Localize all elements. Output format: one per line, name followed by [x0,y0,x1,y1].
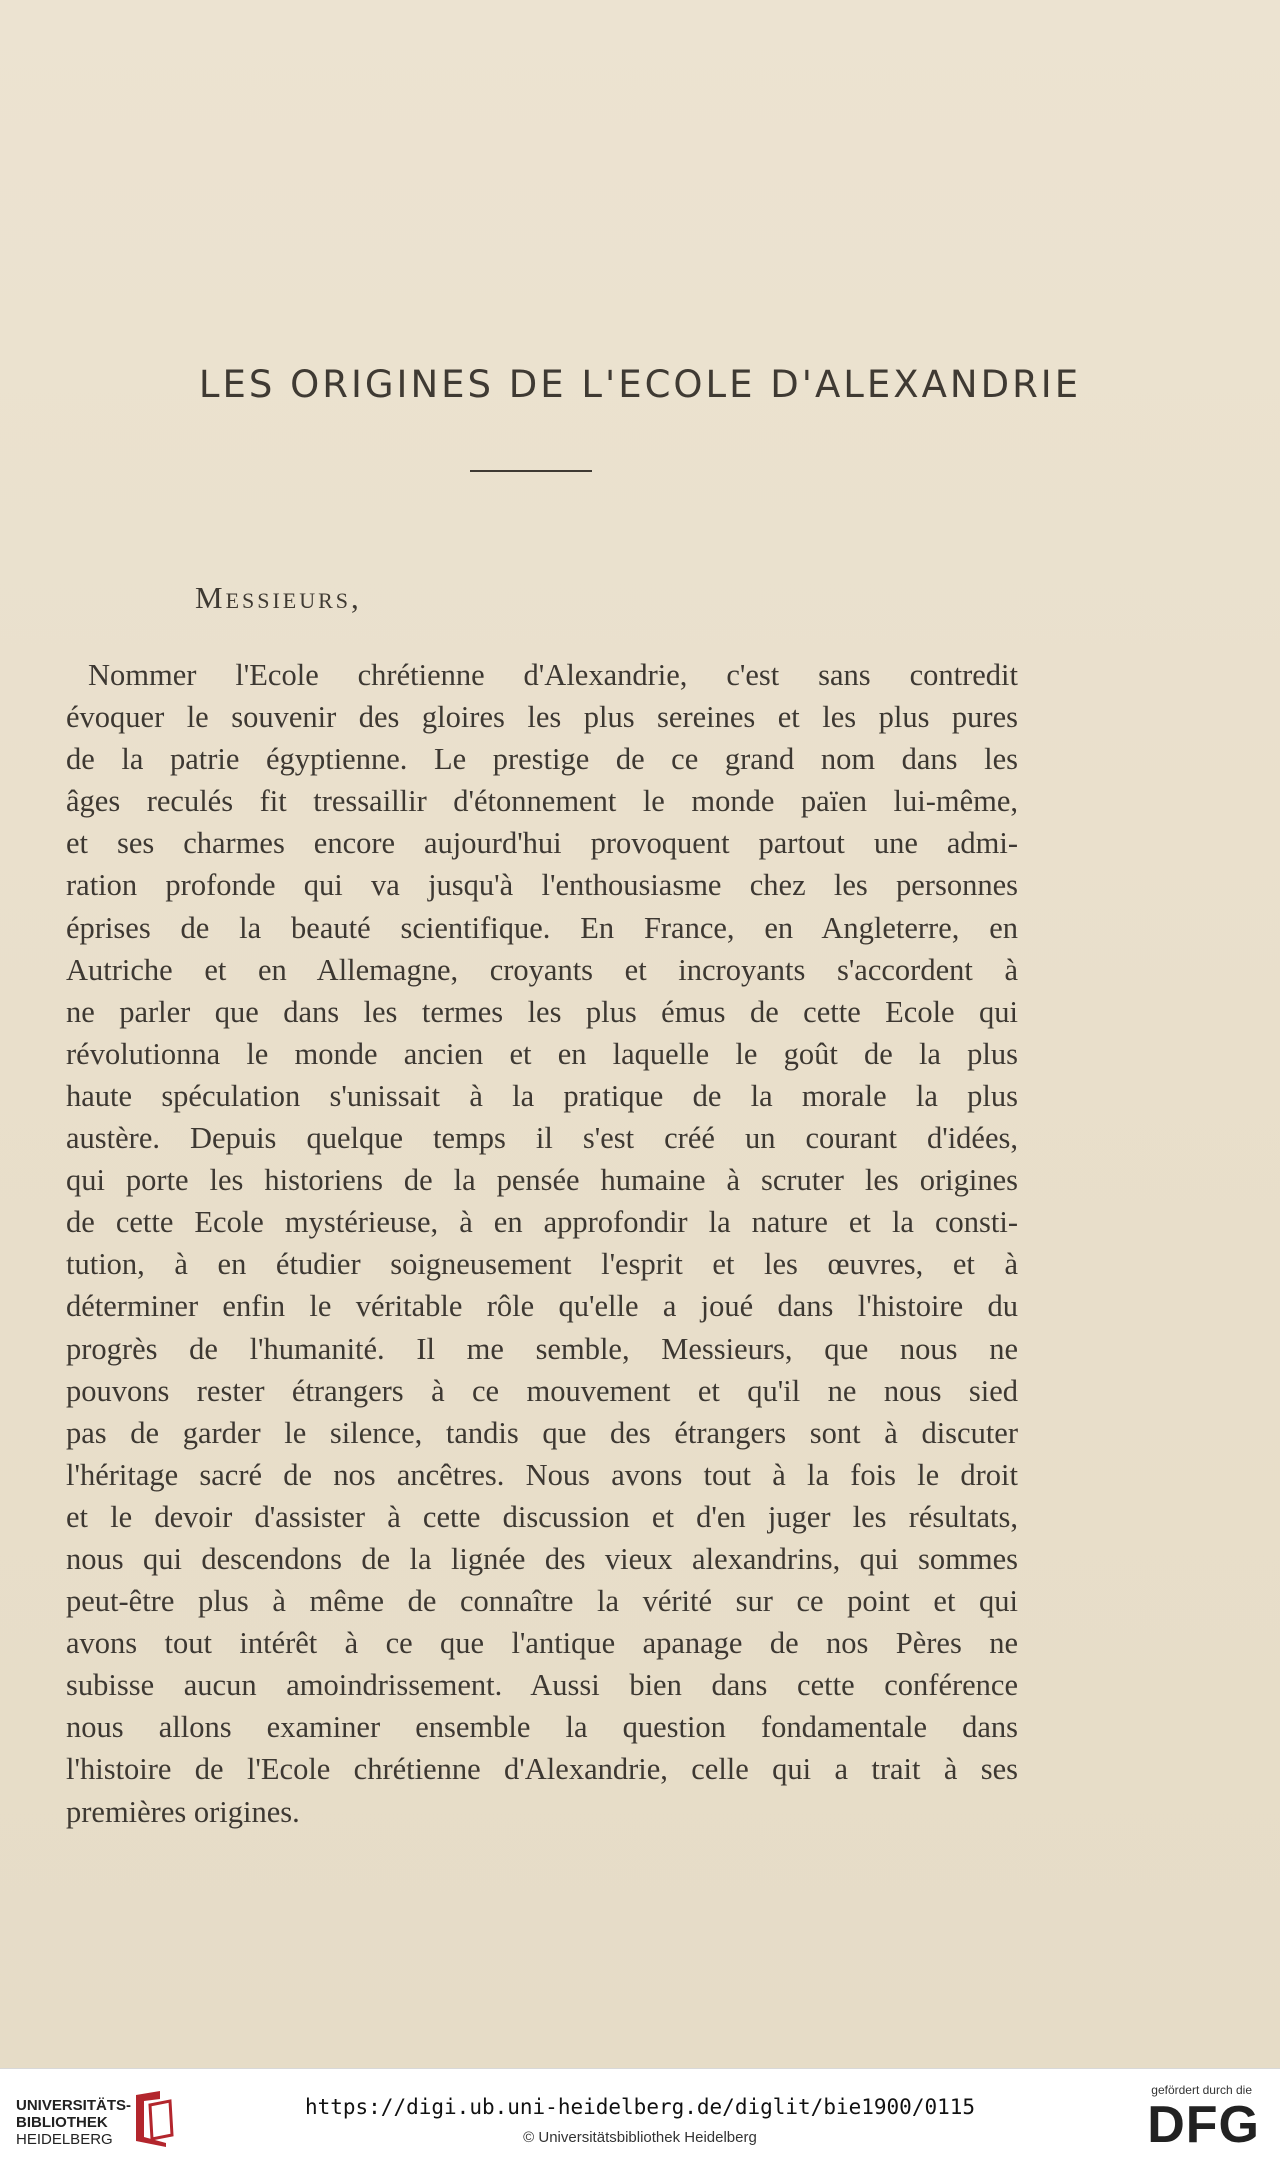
paragraph-line: nous allons examiner ensemble la question fondamentale dans [66,1710,1018,1745]
paragraph-line: pas de garder le silence, tandis que des étrangers sont à discuter [66,1415,1018,1450]
paragraph-line: subisse aucun amoindrissement. Aussi bien dans cette conférence [66,1668,1018,1703]
paragraph-line: progrès de l'humanité. Il me semble, Messieurs, que nous ne [66,1331,1018,1366]
paragraph-line: âges reculés fit tressaillir d'étonnement le monde païen lui-même, [66,784,1018,819]
paragraph-line: et ses charmes encore aujourd'hui provoquent partout une admi- [66,826,1018,861]
paragraph-line: Nommer l'Ecole chrétienne d'Alexandrie, c'est sans contredit [88,658,1018,692]
funding-caption: gefördert durch die [1151,2083,1252,2097]
paragraph-line: de la patrie égyptienne. Le prestige de ce grand nom dans les [66,742,1018,777]
paragraph-line: Autriche et en Allemagne, croyants et incroyants s'accordent à [66,952,1018,987]
paragraph-line: éprises de la beauté scientifique. En France, en Angleterre, en [66,910,1018,945]
paragraph-line: qui porte les historiens de la pensée humaine à scruter les origines [66,1163,1018,1198]
paragraph-line: ne parler que dans les termes les plus émus de cette Ecole qui [66,994,1018,1029]
paragraph-line: révolutionna le monde ancien et en laquelle le goût de la plus [66,1036,1018,1071]
paragraph-line: l'histoire de l'Ecole chrétienne d'Alexandrie, celle qui a trait à ses [66,1752,1018,1787]
page-title: LES ORIGINES DE L'ECOLE D'ALEXANDRIE [198,363,1082,406]
body-paragraph [66,654,1018,1833]
library-name-line-1: UNIVERSITÄTS- [16,2097,132,2114]
paragraph-line: de cette Ecole mystérieuse, à en approfondir la nature et la consti- [66,1205,1018,1240]
paragraph-line: ration profonde qui va jusqu'à l'enthousiasme chez les personnes [66,868,1018,903]
salutation: Messieurs, [195,580,362,615]
library-name-line-3: HEIDELBERG [16,2131,113,2148]
library-name-line-2: BIBLIOTHEK [16,2114,108,2131]
paragraph-line: nous qui descendons de la lignée des vieux alexandrins, qui sommes [66,1541,1018,1576]
paragraph-line: déterminer enfin le véritable rôle qu'elle a joué dans l'histoire du [66,1289,1018,1324]
paragraph-line: évoquer le souvenir des gloires les plus sereines et les plus pures [66,700,1018,735]
paragraph-line: tution, à en étudier soigneusement l'esprit et les œuvres, et à [66,1247,1018,1282]
paragraph-line: peut-être plus à même de connaître la vérité sur ce point et qui [66,1584,1018,1619]
permalink-url[interactable]: https://digi.ub.uni-heidelberg.de/diglit/bie1900/0115 [304,2095,976,2119]
paragraph-line: haute spéculation s'unissait à la pratique de la morale la plus [66,1078,1018,1113]
paragraph-line: avons tout intérêt à ce que l'antique apanage de nos Pères ne [66,1626,1018,1661]
title-rule [470,470,592,472]
dfg-logo[interactable]: DFG [1147,2096,1260,2154]
paragraph-line: l'héritage sacré de nos ancêtres. Nous avons tout à la fois le droit [66,1457,1018,1492]
paragraph-line: pouvons rester étrangers à ce mouvement et qu'il ne nous sied [66,1373,1018,1408]
paragraph-line: austère. Depuis quelque temps il s'est créé un courant d'idées, [66,1121,1018,1156]
paragraph-line: premières origines. [66,1794,300,1829]
paragraph-line: et le devoir d'assister à cette discussion et d'en juger les résultats, [66,1499,1018,1534]
copyright-notice: © Universitätsbibliothek Heidelberg [523,2129,757,2146]
footer-bar [0,2068,1280,2162]
